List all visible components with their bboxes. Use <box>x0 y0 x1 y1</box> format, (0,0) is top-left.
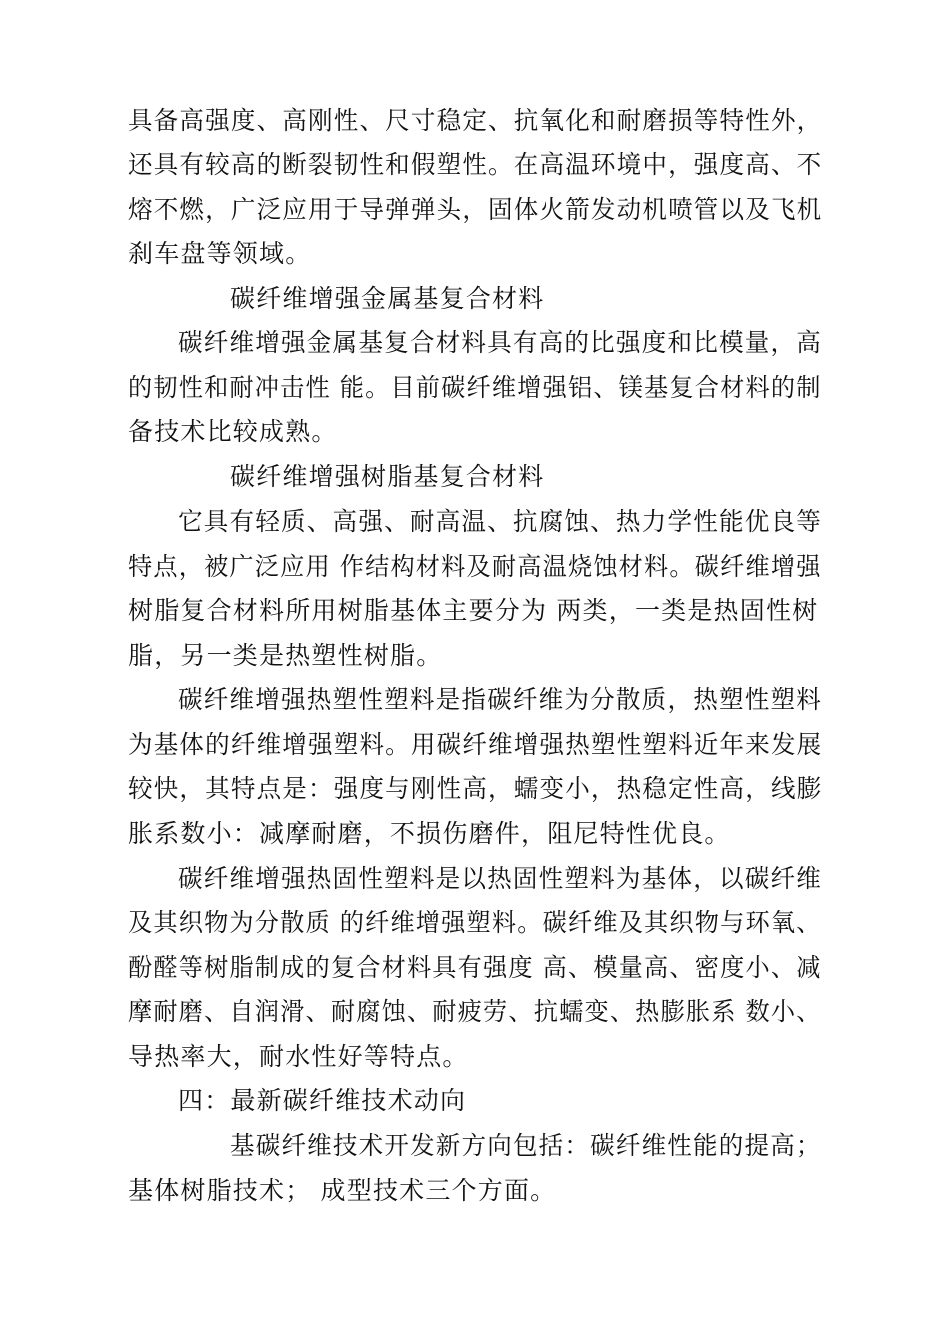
section-heading: 碳纤维增强金属基复合材料 <box>230 284 545 313</box>
text-line: 酚醛等树脂制成的复合材料具有强度 高、模量高、密度小、减 <box>128 953 822 982</box>
text-line: 碳纤维增强热塑性塑料是指碳纤维为分散质，热塑性塑料 <box>178 685 823 714</box>
text-line: 具备高强度、高刚性、尺寸稳定、抗氧化和耐磨损等特性外， <box>128 106 823 135</box>
text-line: 碳纤维增强金属基复合材料具有高的比强度和比模量，高 <box>178 328 823 357</box>
text-line: 备技术比较成熟。 <box>128 417 338 446</box>
text-line: 它具有轻质、高强、耐高温、抗腐蚀、热力学性能优良等 <box>178 507 823 536</box>
text-line: 及其织物为分散质 的纤维增强塑料。碳纤维及其织物与环氧、 <box>128 908 822 937</box>
text-line: 为基体的纤维增强塑料。用碳纤维增强热塑性塑料近年来发展 <box>128 730 823 759</box>
text-line: 脂，另一类是热塑性树脂。 <box>128 641 443 670</box>
text-line: 基碳纤维技术开发新方向包括：碳纤维性能的提高； <box>230 1131 822 1160</box>
text-line: 还具有较高的断裂韧性和假塑性。在高温环境中，强度高、不 <box>128 150 823 179</box>
text-line: 基体树脂技术； 成型技术三个方面。 <box>128 1176 557 1205</box>
section-heading: 碳纤维增强树脂基复合材料 <box>230 462 545 491</box>
text-line: 摩耐磨、自润滑、耐腐蚀、耐疲劳、抗蠕变、热膨胀系 数小、 <box>128 997 822 1026</box>
text-line: 的韧性和耐冲击性 能。目前碳纤维增强铝、镁基复合材料的制 <box>128 373 822 402</box>
section-heading: 四：最新碳纤维技术动向 <box>178 1086 467 1115</box>
text-line: 胀系数小：减摩耐磨，不损伤磨件，阻尼特性优良。 <box>128 819 731 848</box>
text-line: 熔不燃，广泛应用于导弹弹头，固体火箭发动机喷管以及飞机 <box>128 195 823 224</box>
text-line: 碳纤维增强热固性塑料是以热固性塑料为基体，以碳纤维 <box>178 864 823 893</box>
text-line: 树脂复合材料所用树脂基体主要分为 两类，一类是热固性树 <box>128 596 819 625</box>
text-line: 特点，被广泛应用 作结构材料及耐高温烧蚀材料。碳纤维增强 <box>128 552 822 581</box>
text-line: 较快，其特点是：强度与刚性高，蠕变小，热稳定性高，线膨 <box>128 774 823 803</box>
text-line: 导热率大，耐水性好等特点。 <box>128 1042 469 1071</box>
text-line: 刹车盘等领域。 <box>128 239 312 268</box>
